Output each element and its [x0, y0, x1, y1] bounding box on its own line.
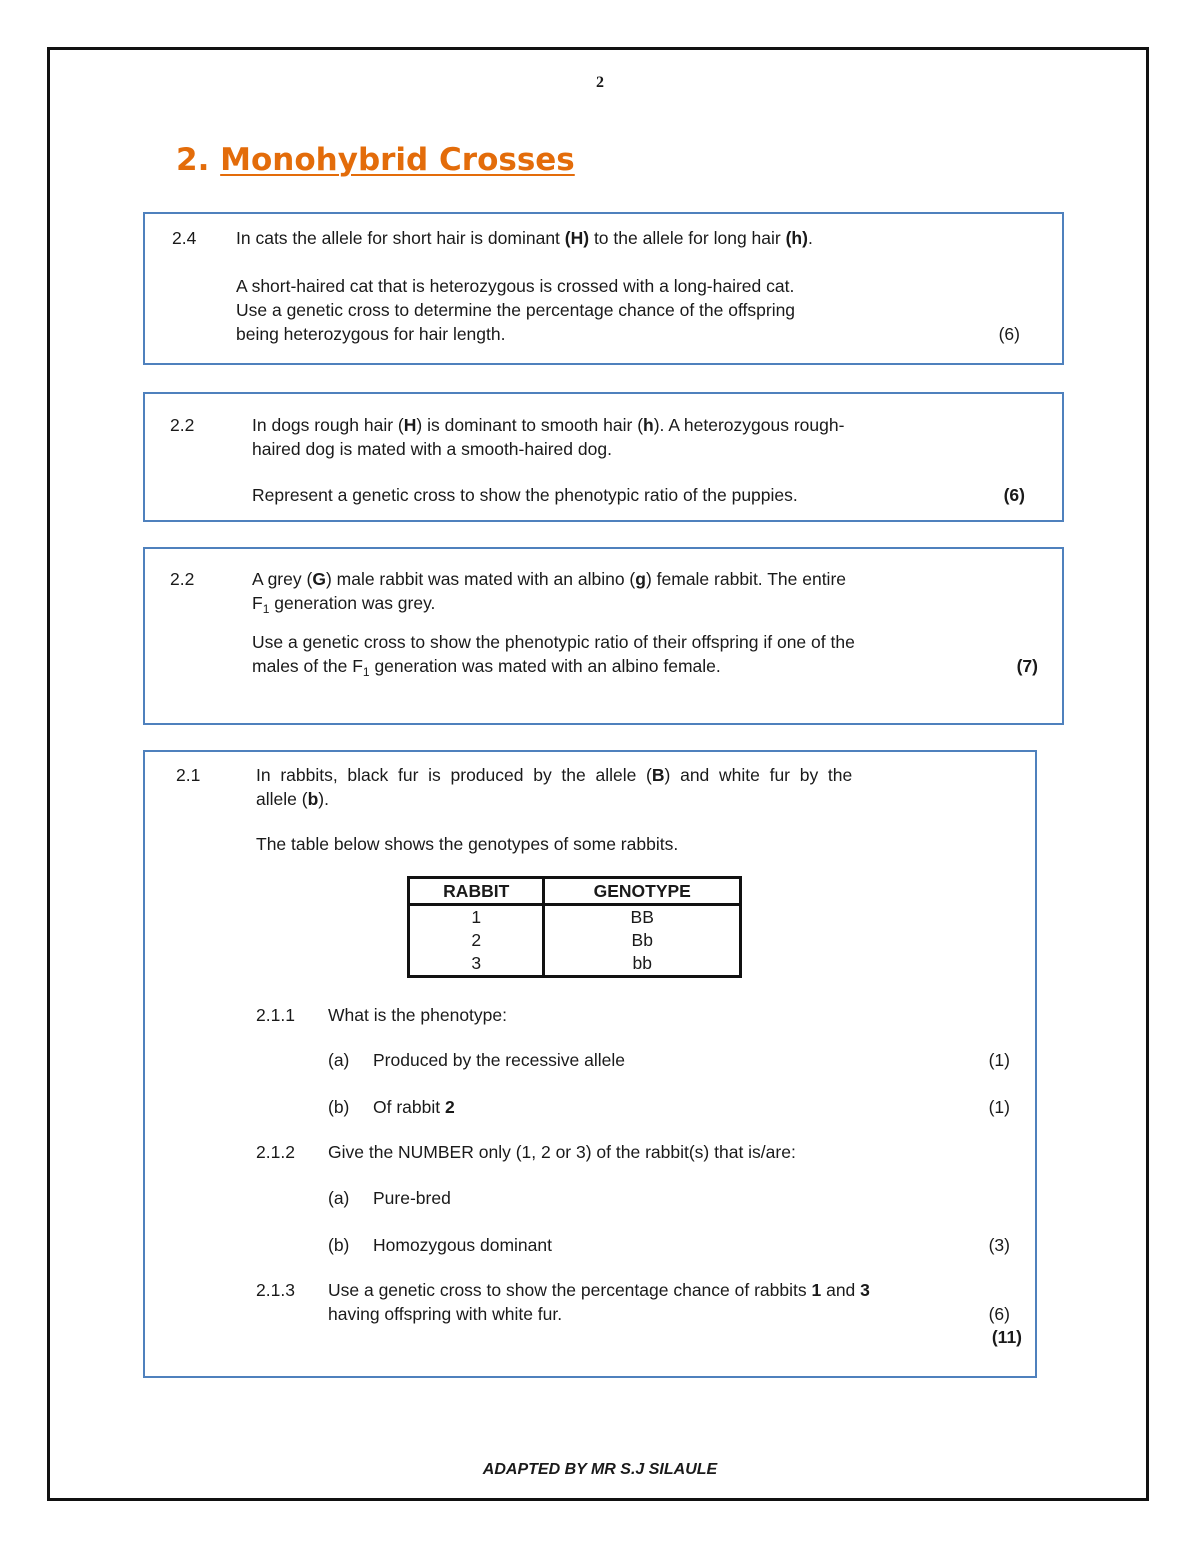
mark-allocation: (3): [988, 1235, 1010, 1255]
question-text-line: $F_1$ generation was grey.: [252, 593, 436, 616]
genotype-cell: Bb: [544, 929, 741, 952]
mark-allocation: (1): [988, 1097, 1010, 1117]
question-text-line: males of the $F_1$ generation was mated with an albino female.: [252, 656, 721, 679]
column-header-rabbit: RABBIT: [409, 878, 544, 905]
genotype-table: [407, 876, 742, 978]
option-label: (a): [328, 1050, 350, 1070]
table-header-row: [409, 878, 741, 905]
question-text-line: A short-haired cat that is heterozygous is crossed with a long-haired cat.: [236, 276, 795, 296]
option-label: (a): [328, 1188, 350, 1208]
subquestion-number: 2.1.2: [256, 1142, 295, 1162]
question-number: 2.1: [176, 765, 201, 785]
subquestion-number: 2.1.1: [256, 1005, 295, 1025]
subquestion-text: Give the NUMBER only (1, 2 or 3) of the rabbit(s) that is/are:: [328, 1142, 796, 1162]
table-row: [409, 905, 741, 930]
option-text: Produced by the recessive allele: [373, 1050, 625, 1070]
mark-allocation: (6): [988, 1304, 1010, 1324]
mark-allocation: (1): [988, 1050, 1010, 1070]
question-number: 2.2: [170, 569, 195, 589]
question-number: 2.4: [172, 228, 197, 248]
page-number: 2: [596, 74, 604, 91]
question-text-line: Use a genetic cross to determine the percentage chance of the offspring: [236, 300, 796, 320]
section-title-text: Monohybrid Crosses: [220, 142, 575, 178]
mark-allocation: (6): [1003, 485, 1025, 505]
option-text: Homozygous dominant: [373, 1235, 552, 1255]
genotype-cell: bb: [544, 952, 741, 977]
question-text-line: Represent a genetic cross to show the phenotypic ratio of the puppies.: [252, 485, 798, 505]
rabbit-cell: 2: [409, 929, 544, 952]
rabbit-cell: 1: [409, 905, 544, 930]
option-text: Pure-bred: [373, 1188, 451, 1208]
subquestion-text: having offspring with white fur.: [328, 1304, 563, 1324]
question-text-line: haired dog is mated with a smooth-haired dog.: [252, 439, 612, 459]
question-text-line: In dogs rough hair (H) is dominant to smooth hair (h). A heterozygous rough-: [252, 415, 845, 435]
total-marks: (11): [991, 1327, 1022, 1347]
option-label: (b): [328, 1235, 350, 1255]
table-row: [409, 952, 741, 977]
question-text-line: In cats the allele for short hair is dominant (H) to the allele for long hair (h).: [236, 228, 813, 248]
section-number: 2.: [176, 142, 210, 178]
subquestion-number: 2.1.3: [256, 1280, 295, 1300]
option-text: Of rabbit 2: [373, 1097, 455, 1117]
question-text-line: A grey (G) male rabbit was mated with an albino (g) female rabbit. The entire: [252, 569, 847, 589]
column-header-genotype: GENOTYPE: [544, 878, 741, 905]
question-text-line: Use a genetic cross to show the phenotypic ratio of their offspring if one of the: [252, 632, 855, 652]
question-text-line: In rabbits, black fur is produced by the allele (B) and white fur by the: [256, 765, 853, 785]
question-text-line: being heterozygous for hair length.: [236, 324, 506, 344]
question-text-line: The table below shows the genotypes of some rabbits.: [256, 834, 679, 854]
rabbit-cell: 3: [409, 952, 544, 977]
genotype-cell: BB: [544, 905, 741, 930]
section-title: [176, 142, 575, 178]
mark-allocation: (7): [1016, 656, 1038, 676]
question-number: 2.2: [170, 415, 195, 435]
table-row: [409, 929, 741, 952]
footer-credit: ADAPTED BY MR S.J SILAULE: [482, 1461, 718, 1478]
option-label: (b): [328, 1097, 350, 1117]
mark-allocation: (6): [998, 324, 1020, 344]
subquestion-text: What is the phenotype:: [328, 1005, 507, 1025]
subquestion-text: Use a genetic cross to show the percentage chance of rabbits 1 and 3: [328, 1280, 870, 1300]
question-text-line: allele (b).: [256, 789, 329, 809]
